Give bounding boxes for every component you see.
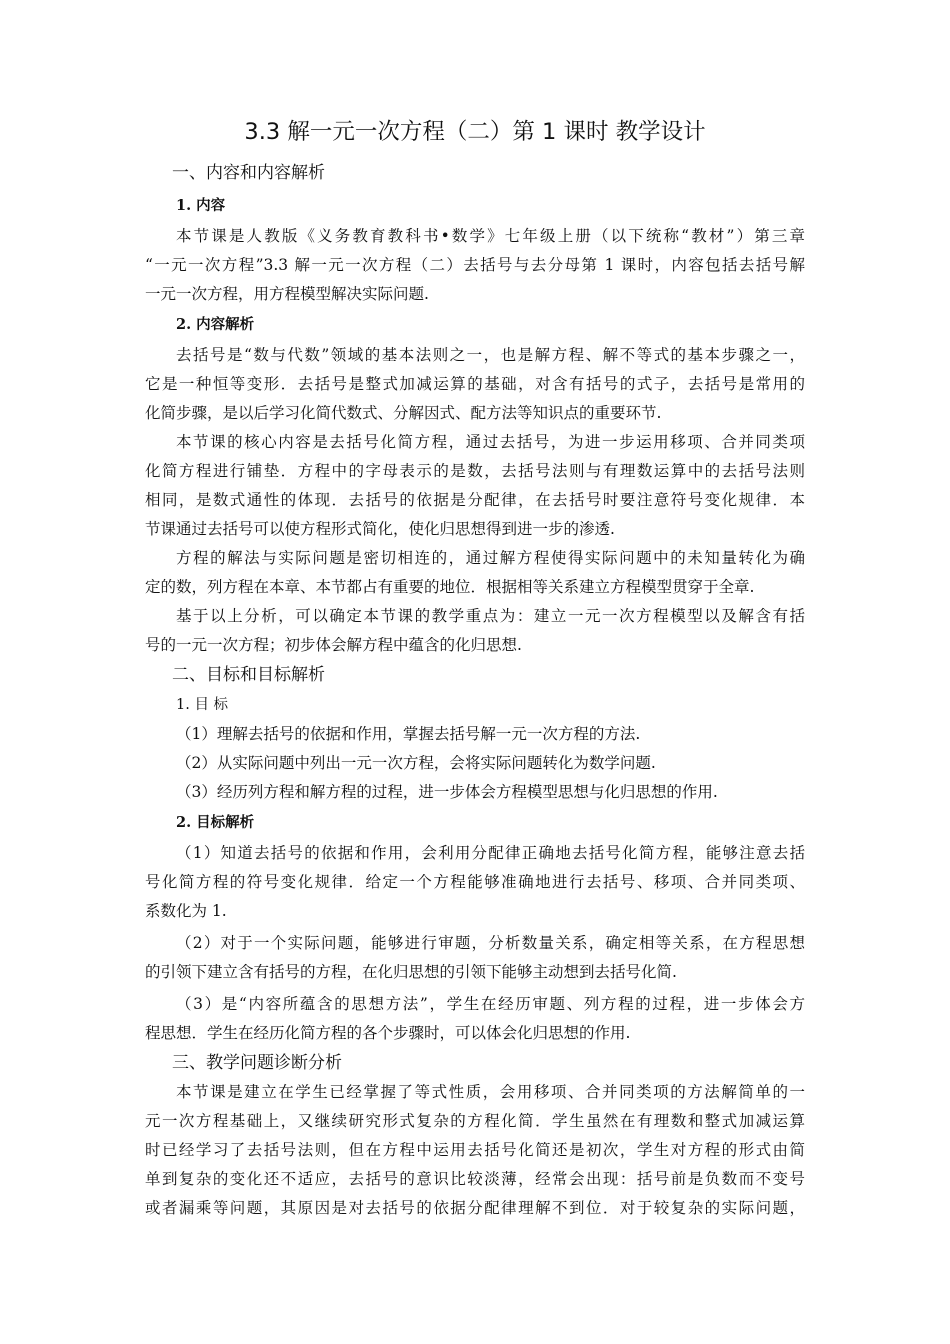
section-1-sub-analysis: 2. 内容解析	[176, 316, 255, 333]
paragraph-line: 时已经学习了去括号法则，但在方程中运用去括号化简还是初次，学生对方程的形式由简	[145, 1141, 805, 1159]
paragraph-line: 方程的解法与实际问题是密切相连的，通过解方程使得实际问题中的未知量转化为确	[176, 549, 805, 567]
paragraph-line: 或者漏乘等问题，其原因是对去括号的依据分配律理解不到位．对于较复杂的实际问题，	[145, 1199, 805, 1217]
goal-item: （2）从实际问题中列出一元一次方程，会将实际问题转化为数学问题.	[176, 754, 656, 772]
paragraph-line: 化简方程进行铺垫．方程中的字母表示的是数，去括号法则与有理数运算中的去括号法则	[145, 462, 805, 480]
paragraph-line: 的引领下建立含有括号的方程，在化归思想的引领下能够主动想到去括号化简.	[145, 963, 677, 981]
paragraph-line: 本节课是人教版《义务教育教科书•数学》七年级上册（以下统称“教材”）第三章	[176, 227, 805, 245]
paragraph-line: 基于以上分析，可以确定本节课的教学重点为：建立一元一次方程模型以及解含有括	[176, 607, 805, 625]
goal-item: （1）理解去括号的依据和作用，掌握去括号解一元一次方程的方法.	[176, 725, 641, 743]
paragraph-line: （2）对于一个实际问题，能够进行审题，分析数量关系，确定相等关系，在方程思想	[176, 934, 805, 952]
goal-item: （3）经历列方程和解方程的过程，进一步体会方程模型思想与化归思想的作用.	[176, 783, 718, 801]
paragraph-line: 程思想．学生在经历化简方程的各个步骤时，可以体会化归思想的作用.	[145, 1024, 631, 1042]
paragraph-line: 相同，是数式通性的体现．去括号的依据是分配律，在去括号时要注意符号变化规律．本	[145, 491, 805, 509]
section-1-heading: 一、内容和内容解析	[172, 163, 325, 183]
paragraph-line: 号化简方程的符号变化规律．给定一个方程能够准确地进行去括号、移项、合并同类项、	[145, 873, 805, 891]
paragraph-line: 单到复杂的变化还不适应，去括号的意识比较淡薄，经常会出现：括号前是负数而不变号	[145, 1170, 805, 1188]
section-1-sub-content: 1. 内容	[176, 197, 226, 214]
section-2-sub-goals: 1. 目 标	[176, 697, 229, 713]
paragraph-line: 一元一次方程，用方程模型解决实际问题.	[145, 285, 429, 303]
section-3-heading: 三、教学问题诊断分析	[172, 1053, 342, 1073]
paragraph-line: 号的一元一次方程；初步体会解方程中蕴含的化归思想.	[145, 636, 522, 654]
paragraph-line: 节课通过去括号可以使方程形式简化，使化归思想得到进一步的渗透.	[145, 520, 615, 538]
section-2-heading: 二、目标和目标解析	[172, 665, 325, 685]
section-2-sub-analysis: 2. 目标解析	[176, 814, 255, 831]
paragraph-line: 去括号是“数与代数”领域的基本法则之一，也是解方程、解不等式的基本步骤之一，	[176, 346, 805, 364]
paragraph-line: 系数化为 1.	[145, 902, 227, 920]
paragraph-line: （1）知道去括号的依据和作用，会利用分配律正确地去括号化简方程，能够注意去括	[176, 844, 805, 862]
document-title: 3.3 解一元一次方程（二）第 1 课时 教学设计	[244, 119, 706, 145]
paragraph-line: 本节课的核心内容是去括号化简方程，通过去括号，为进一步运用移项、合并同类项	[176, 433, 805, 451]
paragraph-line: “一元一次方程”3.3 解一元一次方程（二）去括号与去分母第 1 课时，内容包括去括号解	[145, 256, 805, 274]
paragraph-line: 定的数，列方程在本章、本节都占有重要的地位．根据相等关系建立方程模型贯穿于全章.	[145, 578, 755, 596]
paragraph-line: 本节课是建立在学生已经掌握了等式性质，会用移项、合并同类项的方法解简单的一	[176, 1083, 805, 1101]
paragraph-line: （3）是“内容所蕴含的思想方法”，学生在经历审题、列方程的过程，进一步体会方	[176, 995, 805, 1013]
paragraph-line: 元一次方程基础上，又继续研究形式复杂的方程化简．学生虽然在有理数和整式加减运算	[145, 1112, 805, 1130]
paragraph-line: 化简步骤，是以后学习化简代数式、分解因式、配方法等知识点的重要环节.	[145, 404, 662, 422]
paragraph-line: 它是一种恒等变形．去括号是整式加减运算的基础，对含有括号的式子，去括号是常用的	[145, 375, 805, 393]
